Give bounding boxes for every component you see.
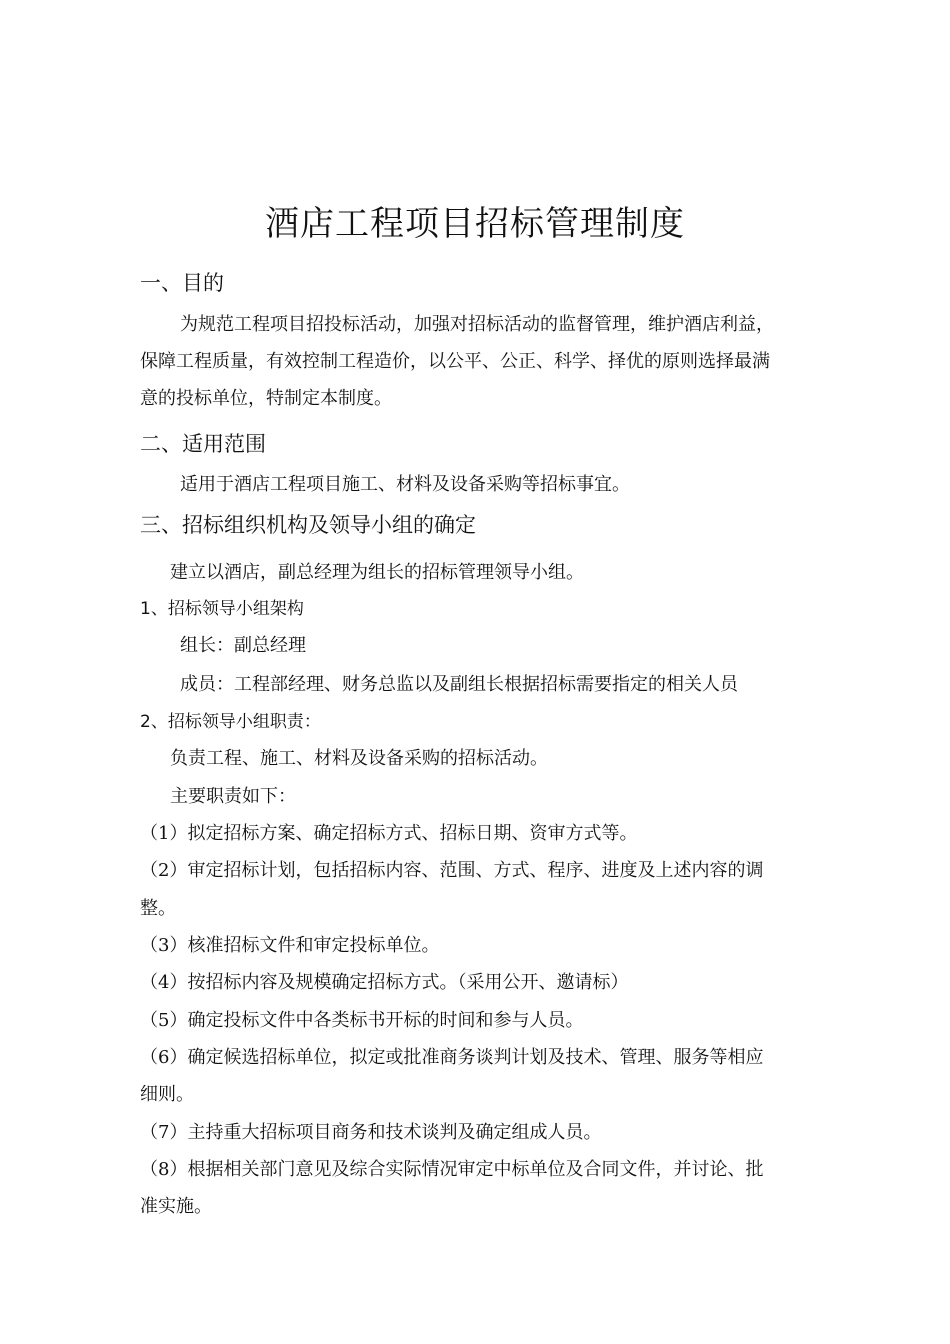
section-heading-organization: 三、招标组织机构及领导小组的确定 <box>140 513 476 537</box>
duty-item: （6）确定候选招标单位，拟定或批准商务谈判计划及技术、管理、服务等相应 <box>140 1047 764 1068</box>
duty-item: （1）拟定招标方案、确定招标方式、招标日期、资审方式等。 <box>140 823 638 844</box>
duty-item: （2）审定招标计划，包括招标内容、范围、方式、程序、进度及上述内容的调 <box>140 860 764 881</box>
members-line: 成员：工程部经理、财务总监以及副组长根据招标需要指定的相关人员 <box>180 674 738 695</box>
leader-line: 组长：副总经理 <box>180 635 306 656</box>
duty-item-continuation: 准实施。 <box>140 1196 212 1217</box>
duty-item-continuation: 整。 <box>140 898 176 919</box>
duty-item: （3）核准招标文件和审定投标单位。 <box>140 935 440 956</box>
section-heading-purpose: 一、目的 <box>140 271 224 295</box>
duties-intro: 负责工程、施工、材料及设备采购的招标活动。 <box>170 748 548 769</box>
purpose-paragraph-line: 保障工程质量，有效控制工程造价，以公平、公正、科学、择优的原则选择最满 <box>140 351 770 372</box>
duties-heading: 2、招标领导小组职责： <box>140 712 321 732</box>
duties-main: 主要职责如下： <box>170 786 296 807</box>
organization-intro: 建立以酒店，副总经理为组长的招标管理领导小组。 <box>170 562 584 583</box>
duty-item: （7）主持重大招标项目商务和技术谈判及确定组成人员。 <box>140 1122 602 1143</box>
duty-item: （8）根据相关部门意见及综合实际情况审定中标单位及合同文件，并讨论、批 <box>140 1159 764 1180</box>
section-heading-scope: 二、适用范围 <box>140 432 266 456</box>
duty-item-continuation: 细则。 <box>140 1084 194 1105</box>
duty-item: （5）确定投标文件中各类标书开标的时间和参与人员。 <box>140 1010 584 1031</box>
document-title: 酒店工程项目招标管理制度 <box>265 204 685 244</box>
structure-heading: 1、招标领导小组架构 <box>140 599 304 619</box>
purpose-paragraph-line: 意的投标单位，特制定本制度。 <box>140 388 392 409</box>
duty-item: （4）按招标内容及规模确定招标方式。（采用公开、邀请标） <box>140 972 629 993</box>
purpose-paragraph-line: 为规范工程项目招投标活动，加强对招标活动的监督管理，维护酒店利益， <box>180 314 774 335</box>
scope-text: 适用于酒店工程项目施工、材料及设备采购等招标事宜。 <box>180 474 630 495</box>
